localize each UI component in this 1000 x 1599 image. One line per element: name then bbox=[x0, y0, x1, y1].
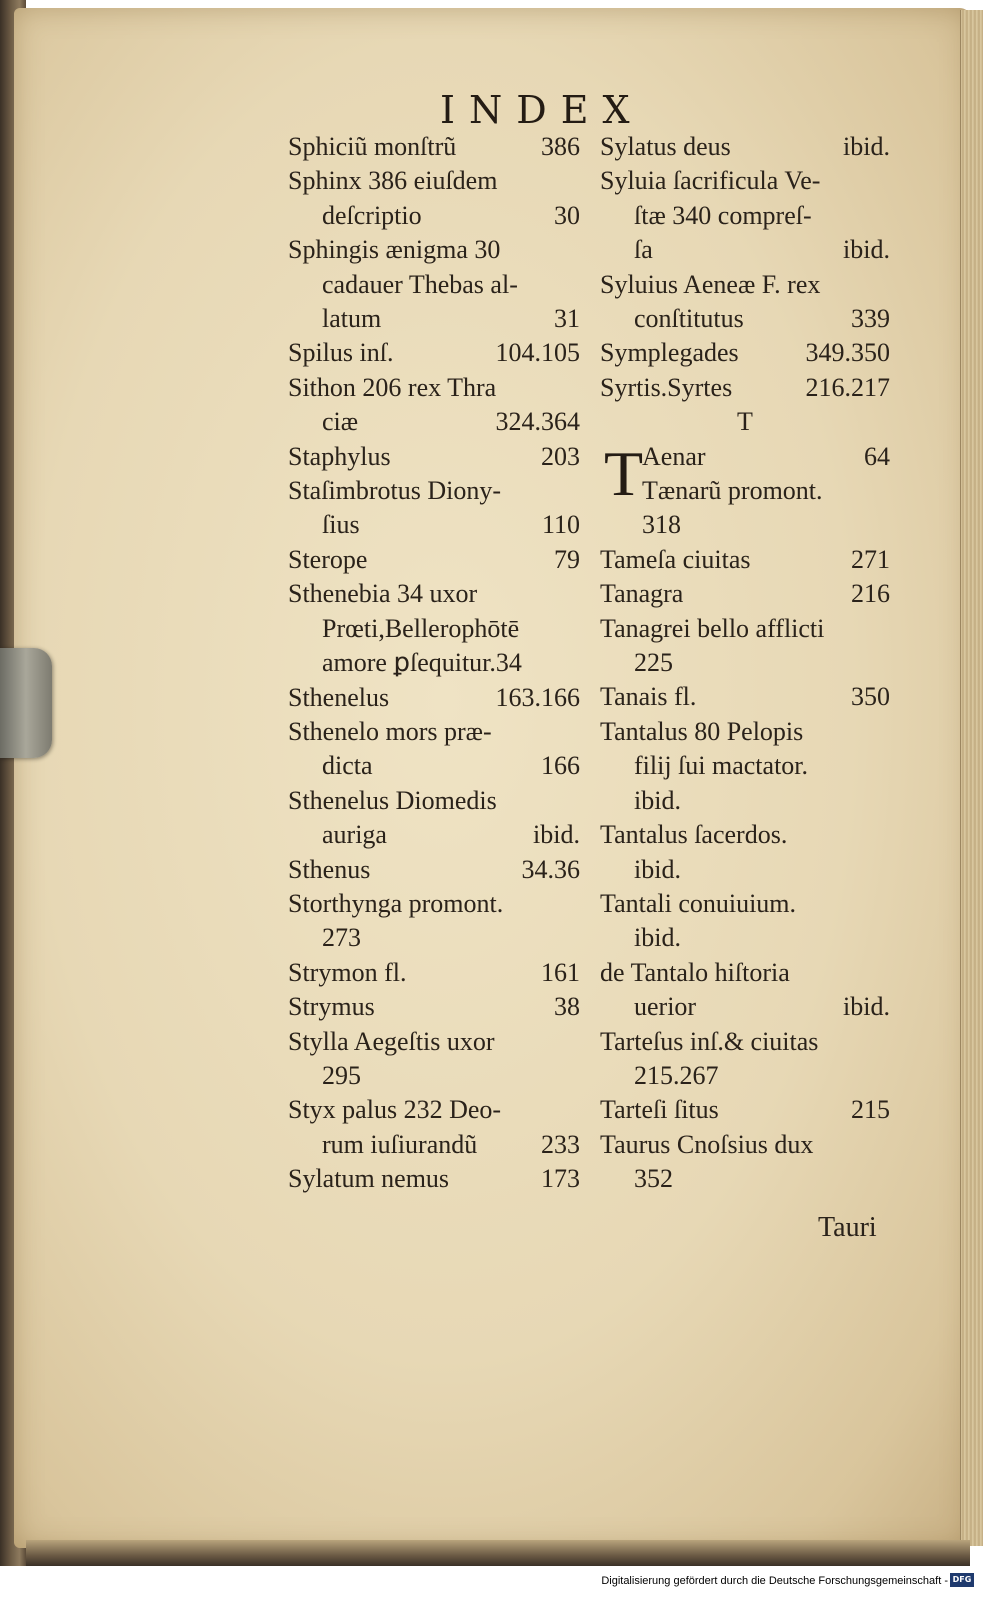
index-entry-page-ref: 339 bbox=[851, 304, 890, 334]
index-entry bbox=[600, 233, 890, 267]
index-entry-page-ref: 64 bbox=[864, 441, 890, 471]
index-column-left bbox=[288, 130, 580, 1197]
footer-credit: Digitalisierung gefördert durch die Deutsche Forschungsgemeinschaft - bbox=[601, 1575, 948, 1587]
index-entry bbox=[600, 268, 890, 302]
index-entry bbox=[288, 887, 580, 921]
index-entry-page-ref: 203 bbox=[541, 441, 580, 471]
index-entry-text: Sterope bbox=[288, 544, 368, 574]
index-entry-text: Styx palus 232 Deo- bbox=[288, 1095, 502, 1125]
index-entry-page-ref: 271 bbox=[851, 544, 890, 574]
index-entry-text: 273 bbox=[322, 923, 361, 953]
index-entry-page-ref: 38 bbox=[554, 992, 580, 1022]
index-entry-text: Tameſa ciuitas bbox=[600, 544, 751, 574]
index-entry-page-ref: ibid. bbox=[533, 820, 580, 850]
index-entry-text: uerior bbox=[634, 992, 697, 1022]
index-entry bbox=[600, 887, 890, 921]
index-entry bbox=[600, 130, 890, 164]
index-entry bbox=[288, 990, 580, 1024]
index-entry-text: Sphingis ænigma 30 bbox=[288, 235, 501, 265]
index-entry-text: Sthenebia 34 uxor bbox=[288, 579, 478, 609]
index-entry-page-ref: 104.105 bbox=[495, 338, 580, 368]
index-entry bbox=[288, 543, 580, 577]
index-entry-text: filij ſui mactator. bbox=[634, 751, 809, 781]
index-entry bbox=[600, 508, 890, 542]
index-entry bbox=[288, 715, 580, 749]
index-entry-text: Sphinx 386 eiuſdem bbox=[288, 166, 498, 196]
index-entry-text: ſius bbox=[322, 510, 360, 540]
index-entry-page-ref: 79 bbox=[554, 544, 580, 574]
index-entry-text: ſa bbox=[634, 235, 653, 265]
index-entry bbox=[600, 371, 890, 405]
index-entry bbox=[288, 577, 580, 611]
index-entry-text: Tarteſi ſitus bbox=[600, 1095, 719, 1125]
index-entry bbox=[600, 1059, 890, 1093]
index-entry-text: Tanagra bbox=[600, 579, 684, 609]
index-entry bbox=[600, 990, 890, 1024]
index-entry-text: Syluia ſacrificula Ve- bbox=[600, 166, 821, 196]
index-entry bbox=[600, 440, 890, 474]
index-entry-text: Syrtis.Syrtes bbox=[600, 372, 733, 402]
index-entry-text: Prœti,Bellerophōtē bbox=[322, 613, 520, 643]
index-entry bbox=[288, 268, 580, 302]
index-entry-page-ref: 349.350 bbox=[805, 338, 890, 368]
index-entry bbox=[288, 646, 580, 680]
index-entry-page-ref: 173 bbox=[541, 1164, 580, 1194]
index-entry bbox=[288, 302, 580, 336]
index-entry-text: Sylatum nemus bbox=[288, 1164, 450, 1194]
index-entry-text: Taurus Cnoſsius dux bbox=[600, 1129, 814, 1159]
index-entry-text: Aenar bbox=[642, 441, 706, 471]
index-entry bbox=[600, 543, 890, 577]
page-heading: INDEX bbox=[440, 88, 644, 132]
index-entry-page-ref: ibid. bbox=[843, 992, 890, 1022]
index-entry bbox=[600, 199, 890, 233]
index-entry-text: Tanagrei bello afflicti bbox=[600, 613, 825, 643]
index-entry-text: Tænarũ promont. bbox=[642, 476, 823, 506]
index-entry bbox=[288, 508, 580, 542]
index-entry-text: conſtitutus bbox=[634, 304, 744, 334]
index-entry bbox=[288, 1093, 580, 1127]
index-entry bbox=[288, 474, 580, 508]
index-entry-text: Staphylus bbox=[288, 441, 391, 471]
index-entry-text: latum bbox=[322, 304, 382, 334]
index-entry-page-ref: 350 bbox=[851, 682, 890, 712]
digitization-footer bbox=[0, 1566, 1000, 1599]
index-entry-text: 352 bbox=[634, 1164, 673, 1194]
index-entry bbox=[600, 612, 890, 646]
index-entry bbox=[600, 921, 890, 955]
index-entry bbox=[288, 405, 580, 439]
index-entry-page-ref: 233 bbox=[541, 1129, 580, 1159]
index-entry-page-ref: ibid. bbox=[843, 132, 890, 161]
clasp-ribbon bbox=[0, 648, 52, 758]
catchword: Tauri bbox=[818, 1212, 877, 1243]
dfg-logo-icon: DFG bbox=[950, 1573, 974, 1587]
index-entry bbox=[288, 371, 580, 405]
index-entry bbox=[600, 1093, 890, 1127]
index-entry bbox=[288, 1025, 580, 1059]
index-entry-text: ibid. bbox=[634, 854, 681, 884]
index-entry-page-ref: 324.364 bbox=[495, 407, 580, 437]
index-entry-text: auriga bbox=[322, 820, 387, 850]
index-entry-text: Syluius Aeneæ F. rex bbox=[600, 269, 821, 299]
index-entry bbox=[288, 681, 580, 715]
index-entry bbox=[600, 1025, 890, 1059]
index-entry bbox=[288, 233, 580, 267]
index-entry-text: Sthenus bbox=[288, 854, 371, 884]
index-entry-page-ref: 31 bbox=[554, 304, 580, 334]
index-entry-text: Storthynga promont. bbox=[288, 888, 504, 918]
index-entry-text: rum iuſiurandũ bbox=[322, 1129, 478, 1159]
index-entry-page-ref: 166 bbox=[541, 751, 580, 781]
index-entry bbox=[600, 1128, 890, 1162]
index-entry-text: 225 bbox=[634, 648, 673, 678]
index-entry bbox=[600, 1162, 890, 1196]
index-entry-text: 295 bbox=[322, 1060, 361, 1090]
index-entry bbox=[288, 440, 580, 474]
index-entry-text: Tarteſus inſ.& ciuitas bbox=[600, 1026, 819, 1056]
index-entry-text: ibid. bbox=[634, 785, 681, 815]
index-entry bbox=[288, 1128, 580, 1162]
index-entry bbox=[288, 921, 580, 955]
index-entry bbox=[600, 577, 890, 611]
index-entry-page-ref: 216.217 bbox=[805, 372, 890, 402]
index-entry-text: ſtæ 340 compreſ- bbox=[634, 200, 812, 230]
index-entry-text: Sthenelus bbox=[288, 682, 390, 712]
index-entry-page-ref: 163.166 bbox=[495, 682, 580, 712]
page-edges bbox=[960, 10, 983, 1546]
index-entry-text: 318 bbox=[642, 510, 681, 540]
index-entry-page-ref: 161 bbox=[541, 957, 580, 987]
index-entry-text: deſcriptio bbox=[322, 200, 422, 230]
index-entry bbox=[600, 818, 890, 852]
index-entry-text: Sylatus deus bbox=[600, 132, 731, 161]
index-entry bbox=[600, 302, 890, 336]
index-entry-text: Sphiciũ monſtrũ bbox=[288, 132, 457, 161]
index-entry bbox=[288, 336, 580, 370]
index-entry-text: de Tantalo hiſtoria bbox=[600, 957, 790, 987]
index-entry-page-ref: 30 bbox=[554, 200, 580, 230]
index-entry-text: amore ꝑſequitur.34 bbox=[322, 648, 522, 678]
index-entry-text: Symplegades bbox=[600, 338, 739, 368]
index-entry-text: Strymus bbox=[288, 992, 375, 1022]
index-entry bbox=[288, 164, 580, 198]
index-entry-text: 215.267 bbox=[634, 1060, 719, 1090]
index-entry bbox=[288, 612, 580, 646]
index-entry-text: Sthenelo mors præ- bbox=[288, 716, 492, 746]
index-entry-text: Spilus inſ. bbox=[288, 338, 394, 368]
dropcap-letter: T bbox=[604, 437, 644, 509]
index-entry bbox=[600, 784, 890, 818]
index-entry-page-ref: 110 bbox=[541, 510, 580, 540]
section-letter: T bbox=[737, 407, 753, 437]
index-entry bbox=[600, 956, 890, 990]
index-entry bbox=[288, 818, 580, 852]
index-column-right bbox=[600, 130, 890, 1197]
index-entry bbox=[600, 680, 890, 714]
index-entry bbox=[288, 749, 580, 783]
index-entry-text: dicta bbox=[322, 751, 373, 781]
index-entry bbox=[288, 1162, 580, 1196]
index-entry-text: Sithon 206 rex Thra bbox=[288, 372, 497, 402]
book-bottom-edge bbox=[26, 1540, 970, 1566]
index-entry-text: cadauer Thebas al- bbox=[322, 269, 518, 299]
index-entry bbox=[600, 646, 890, 680]
index-entry bbox=[288, 853, 580, 887]
index-entry-text: Sthenelus Diomedis bbox=[288, 785, 497, 815]
index-entry-text: ciæ bbox=[322, 407, 359, 437]
index-entry-text: Staſimbrotus Diony- bbox=[288, 476, 502, 506]
index-entry bbox=[288, 130, 580, 164]
index-entry-page-ref: ibid. bbox=[843, 235, 890, 265]
index-entry-text: Tanais fl. bbox=[600, 682, 697, 712]
index-entry bbox=[600, 715, 890, 749]
index-entry-text: Tantalus 80 Pelopis bbox=[600, 716, 804, 746]
index-entry-text: Tantali conuiuium. bbox=[600, 888, 797, 918]
index-entry bbox=[600, 336, 890, 370]
index-entry bbox=[600, 749, 890, 783]
index-entry bbox=[288, 1059, 580, 1093]
index-entry bbox=[600, 853, 890, 887]
index-entry-page-ref: 34.36 bbox=[521, 854, 580, 884]
index-entry bbox=[288, 784, 580, 818]
index-entry-text: Tantalus ſacerdos. bbox=[600, 820, 788, 850]
index-entry bbox=[600, 474, 890, 508]
index-entry bbox=[600, 164, 890, 198]
index-entry bbox=[288, 199, 580, 233]
index-entry-text: Strymon fl. bbox=[288, 957, 407, 987]
index-entry-page-ref: 215 bbox=[851, 1095, 890, 1125]
index-entry-text: ibid. bbox=[634, 923, 681, 953]
index-entry-text: Stylla Aegeſtis uxor bbox=[288, 1026, 495, 1056]
index-entry-page-ref: 386 bbox=[541, 132, 580, 161]
index-entry bbox=[288, 956, 580, 990]
index-entry-page-ref: 216 bbox=[851, 579, 890, 609]
